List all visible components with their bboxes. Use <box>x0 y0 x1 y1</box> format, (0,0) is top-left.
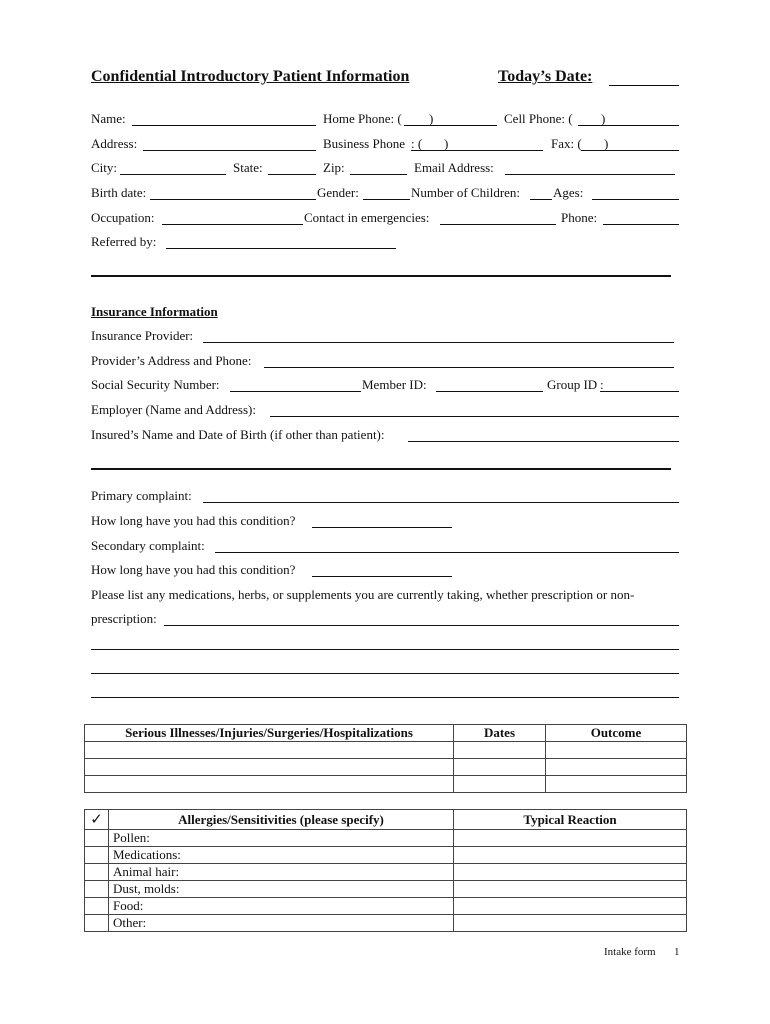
section-divider <box>91 275 671 277</box>
dates-header: Dates <box>454 725 546 742</box>
condition-duration-field[interactable] <box>312 527 452 528</box>
allergy-label: Food: <box>109 898 454 915</box>
ages-label: Ages: <box>553 185 584 200</box>
fax-close-paren: ) <box>604 136 609 151</box>
home-phone-close-paren: ) <box>429 111 434 126</box>
allergy-table <box>84 809 687 932</box>
birth-date-label: Birth date: <box>91 185 147 200</box>
zip-field[interactable] <box>350 174 407 175</box>
business-phone-close-paren: ) <box>444 136 449 151</box>
business-phone-label: Business Phone <box>323 136 405 151</box>
primary-complaint-label: Primary complaint: <box>91 488 192 503</box>
fax-field[interactable] <box>581 150 679 151</box>
email-label: Email Address: <box>414 160 494 175</box>
illness-cell[interactable] <box>85 742 454 759</box>
city-field[interactable] <box>120 174 226 175</box>
reaction-cell[interactable] <box>454 864 687 881</box>
medications-field-line[interactable] <box>91 649 679 650</box>
table-row[interactable] <box>85 915 687 932</box>
address-label: Address: <box>91 136 138 151</box>
reaction-cell[interactable] <box>454 898 687 915</box>
medications-field-line[interactable] <box>91 673 679 674</box>
table-header-row <box>85 810 687 830</box>
cell-phone-label: Cell Phone: ( <box>504 111 573 126</box>
allergy-checkbox[interactable] <box>85 915 109 932</box>
reaction-cell[interactable] <box>454 847 687 864</box>
emergency-phone-label: Phone: <box>561 210 598 225</box>
ages-field[interactable] <box>592 199 679 200</box>
num-children-label: Number of Children: <box>411 185 521 200</box>
member-id-label: Member ID: <box>362 377 427 392</box>
secondary-duration-label: How long have you had this condition? <box>91 562 296 577</box>
insured-label: Insured’s Name and Date of Birth (if other than patient): <box>91 427 385 442</box>
table-row[interactable] <box>85 830 687 847</box>
occupation-label: Occupation: <box>91 210 155 225</box>
medications-field[interactable] <box>164 625 679 626</box>
city-label: City: <box>91 160 118 175</box>
table-row[interactable] <box>85 742 687 759</box>
state-label: State: <box>233 160 263 175</box>
cell-phone-close-paren: ) <box>601 111 606 126</box>
page-number: 1 <box>674 946 680 958</box>
insurance-provider-label: Insurance Provider: <box>91 328 194 343</box>
medications-prompt: Please list any medications, herbs, or supplements you are currently taking, whether prescription or non- <box>91 587 635 602</box>
emergency-contact-label: Contact in emergencies: <box>304 210 430 225</box>
employer-field[interactable] <box>270 416 679 417</box>
employer-label: Employer (Name and Address): <box>91 402 256 417</box>
allergy-label: Animal hair: <box>109 864 454 881</box>
dates-cell[interactable] <box>454 776 546 793</box>
member-id-field[interactable] <box>436 391 543 392</box>
allergy-checkbox[interactable] <box>85 881 109 898</box>
state-field[interactable] <box>268 174 316 175</box>
allergy-label: Other: <box>109 915 454 932</box>
medications-field-line[interactable] <box>91 697 679 698</box>
illness-cell[interactable] <box>85 776 454 793</box>
medications-prompt-cont: prescription: <box>91 611 157 626</box>
check-mark-icon: ✓ <box>85 810 109 830</box>
name-field[interactable] <box>132 125 316 126</box>
todays-date-field[interactable] <box>609 85 679 86</box>
dates-cell[interactable] <box>454 759 546 776</box>
fax-label: Fax: ( <box>551 136 582 151</box>
birth-date-field[interactable] <box>150 199 316 200</box>
allergy-label: Dust, molds: <box>109 881 454 898</box>
emergency-phone-field[interactable] <box>603 224 679 225</box>
emergency-contact-field[interactable] <box>440 224 556 225</box>
illness-header: Serious Illnesses/Injuries/Surgeries/Hospitalizations <box>85 725 454 742</box>
allergies-header: Allergies/Sensitivities (please specify) <box>109 810 454 830</box>
condition-duration-label: How long have you had this condition? <box>91 513 296 528</box>
insurance-provider-field[interactable] <box>203 342 674 343</box>
allergy-checkbox[interactable] <box>85 847 109 864</box>
name-label: Name: <box>91 111 126 126</box>
reaction-cell[interactable] <box>454 830 687 847</box>
outcome-cell[interactable] <box>546 759 687 776</box>
occupation-field[interactable] <box>162 224 303 225</box>
table-row[interactable] <box>85 898 687 915</box>
todays-date-label: Today’s Date: <box>498 68 593 85</box>
table-row[interactable] <box>85 847 687 864</box>
table-row[interactable] <box>85 759 687 776</box>
insurance-heading: Insurance Information <box>91 304 218 319</box>
referred-by-label: Referred by: <box>91 234 157 249</box>
dates-cell[interactable] <box>454 742 546 759</box>
reaction-cell[interactable] <box>454 915 687 932</box>
gender-field[interactable] <box>363 199 410 200</box>
business-phone-open-paren: : ( <box>411 136 423 151</box>
typical-reaction-header: Typical Reaction <box>454 810 687 830</box>
table-row[interactable] <box>85 776 687 793</box>
cell-phone-field[interactable] <box>578 125 679 126</box>
allergy-checkbox[interactable] <box>85 898 109 915</box>
group-id-label: Group ID <box>547 377 598 392</box>
page-title: Confidential Introductory Patient Information <box>91 68 410 85</box>
allergy-checkbox[interactable] <box>85 864 109 881</box>
secondary-complaint-label: Secondary complaint: <box>91 538 205 553</box>
footer-label: Intake form <box>604 946 656 958</box>
allergy-checkbox[interactable] <box>85 830 109 847</box>
secondary-duration-field[interactable] <box>312 576 452 577</box>
primary-complaint-field[interactable] <box>203 502 679 503</box>
email-field[interactable] <box>505 174 675 175</box>
home-phone-label: Home Phone: ( <box>323 111 402 126</box>
insured-field[interactable] <box>408 441 679 442</box>
secondary-complaint-field[interactable] <box>215 552 679 553</box>
reaction-cell[interactable] <box>454 881 687 898</box>
num-children-field[interactable] <box>530 199 552 200</box>
group-id-field[interactable] <box>600 391 679 392</box>
table-row[interactable] <box>85 864 687 881</box>
referred-by-field[interactable] <box>166 248 396 249</box>
allergy-label: Medications: <box>109 847 454 864</box>
outcome-cell[interactable] <box>546 776 687 793</box>
zip-label: Zip: <box>323 160 345 175</box>
provider-address-field[interactable] <box>264 367 674 368</box>
outcome-cell[interactable] <box>546 742 687 759</box>
ssn-label: Social Security Number: <box>91 377 220 392</box>
outcome-header: Outcome <box>546 725 687 742</box>
group-id-colon: : <box>600 377 604 392</box>
illness-cell[interactable] <box>85 759 454 776</box>
table-header-row <box>85 725 687 742</box>
allergy-label: Pollen: <box>109 830 454 847</box>
illness-table <box>84 724 687 793</box>
section-divider <box>91 468 671 470</box>
business-phone-field[interactable] <box>411 150 543 151</box>
gender-label: Gender: <box>317 185 359 200</box>
provider-address-label: Provider’s Address and Phone: <box>91 353 252 368</box>
address-field[interactable] <box>143 150 316 151</box>
table-row[interactable] <box>85 881 687 898</box>
ssn-field[interactable] <box>230 391 361 392</box>
home-phone-field[interactable] <box>404 125 497 126</box>
